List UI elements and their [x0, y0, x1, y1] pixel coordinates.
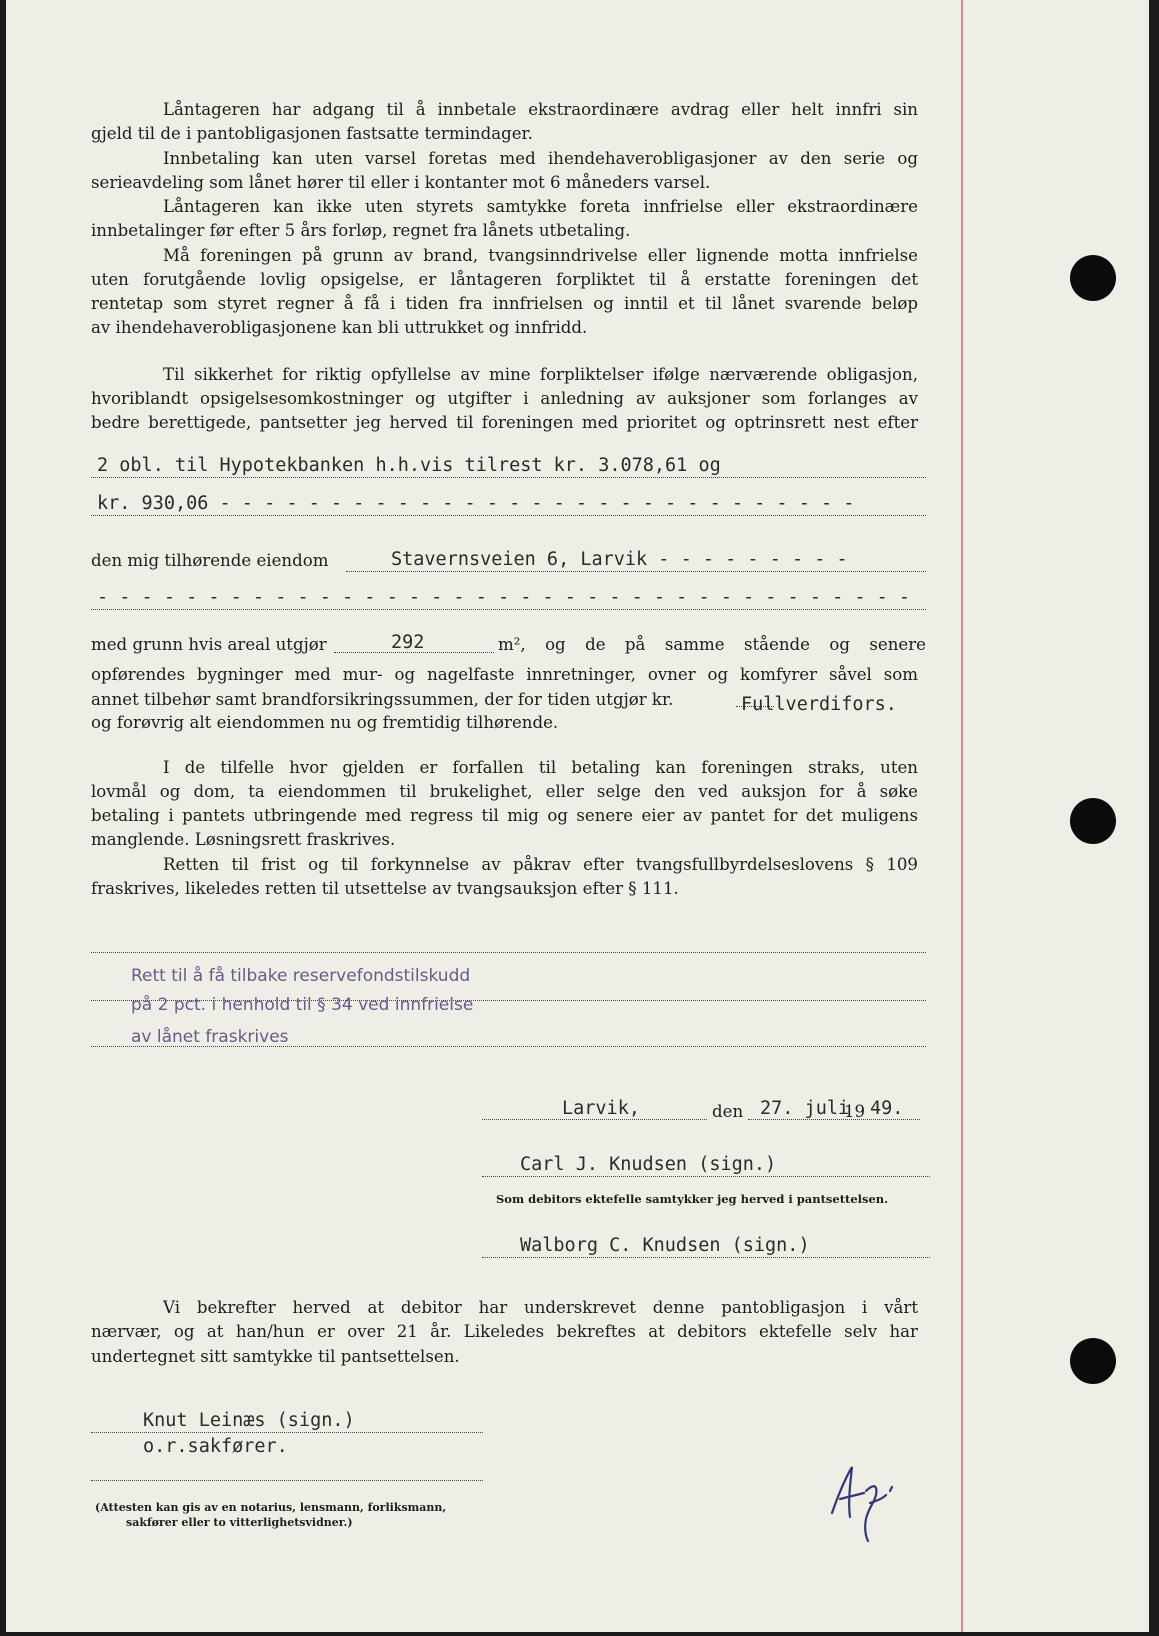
date-value: 27. juli	[760, 1098, 850, 1119]
insurance-value: Fullverdifors.	[741, 694, 897, 715]
dotted-rule	[482, 1257, 930, 1258]
dotted-rule	[91, 952, 926, 953]
default-paragraph-line: manglende. Løsningsrett fraskrives.	[91, 830, 396, 849]
waiver-paragraph-line: fraskrives, likeledes retten til utsettelse av tvangsauksjon efter § 111.	[91, 879, 679, 898]
spouse-signature: Walborg C. Knudsen (sign.)	[520, 1235, 810, 1256]
area-paragraph-line: og forøvrig alt eiendommen nu og fremtidig tilhørende.	[91, 713, 559, 732]
insurance-label: annet tilbehør samt brandforsikringssummen, der for tiden utgjør kr.	[91, 690, 674, 709]
dotted-rule	[91, 477, 926, 478]
spouse-signature-line	[482, 1228, 930, 1258]
prior-liens-text: kr. 930,06 - - - - - - - - - - - - - - - - - - - - - - - - - - - - -	[97, 493, 855, 514]
property-continuation: - - - - - - - - - - - - - - - - - - - - - - - - - - - - - - - - - - - - -	[97, 587, 911, 608]
attestation-line: undertegnet sitt samtykke til pantsettelsen.	[91, 1347, 460, 1366]
document-page	[6, 0, 1149, 1632]
default-paragraph-line: betaling i pantets utbringende med regress til mig og senere eier av pantet for det muligens	[91, 806, 918, 825]
property-label: den mig tilhørende eiendom	[91, 551, 329, 570]
area-value: 292	[391, 632, 425, 653]
punch-hole	[1070, 798, 1116, 844]
spouse-consent-text: Som debitors ektefelle samtykker jeg herved i pantsettelsen.	[496, 1192, 889, 1206]
attestation-line: Vi bekrefter herved at debitor har underskrevet denne pantobligasjon i vårt	[163, 1298, 918, 1317]
attestation-line: nærvær, og at han/hun er over 21 år. Likeledes bekreftes at debitors ektefelle selv har	[91, 1322, 918, 1341]
consent-paragraph-line: Låntageren kan ikke uten styrets samtykke foreta innfrielse eller ekstraordinære	[163, 197, 918, 216]
footnote-line: sakfører eller to vitterlighetsvidner.)	[126, 1516, 353, 1529]
fire-paragraph-line: Må foreningen på grunn av brand, tvangsinndrivelse eller lignende motta innfrielse	[163, 246, 918, 265]
dotted-rule	[91, 1480, 483, 1481]
security-paragraph-line: hvoriblandt opsigelsesomkostninger og utgifter i anledning av auksjoner som forlanges av	[91, 389, 918, 408]
repayment-paragraph-line: gjeld til de i pantobligasjonen fastsatte termindager.	[91, 124, 533, 143]
witness-line	[91, 1403, 483, 1433]
date-line	[482, 1093, 932, 1123]
dotted-rule	[346, 571, 926, 572]
witness-title: o.r.sakfører.	[143, 1436, 288, 1457]
property-address: Stavernsveien 6, Larvik - - - - - - - - -	[391, 549, 848, 570]
security-paragraph-line: Til sikkerhet for riktig opfyllelse av mine forpliktelser ifølge nærværende obligasjon,	[163, 365, 918, 384]
margin-line	[961, 0, 963, 1632]
dotted-rule	[482, 1119, 707, 1120]
debtor-signature: Carl J. Knudsen (sign.)	[520, 1154, 777, 1175]
prior-liens-line	[91, 486, 926, 516]
fire-paragraph-line: uten forutgående lovlig opsigelse, er låntageren forpliktet til å erstatte foreningen det	[91, 270, 918, 289]
witness-name: Knut Leinæs (sign.)	[143, 1410, 355, 1431]
dotted-rule	[482, 1176, 930, 1177]
waiver-paragraph-line: Retten til frist og til forkynnelse av påkrav efter tvangsfullbyrdelseslovens § 109	[163, 855, 918, 874]
consent-paragraph-line: innbetalinger før efter 5 års forløp, regnet fra lånets utbetaling.	[91, 221, 631, 240]
place: Larvik,	[562, 1098, 640, 1119]
prior-liens-line	[91, 448, 926, 478]
date-label: den	[712, 1102, 744, 1121]
property-line	[91, 580, 926, 610]
stamp-text-line: av lånet fraskrives	[131, 1027, 289, 1047]
punch-hole	[1070, 1338, 1116, 1384]
footnote-line: (Attesten kan gis av en notarius, lensmann, forliksmann,	[95, 1501, 447, 1514]
insurance-line	[91, 681, 961, 715]
fire-paragraph-line: av ihendehaverobligasjonene kan bli uttrukket og innfridd.	[91, 318, 588, 337]
stamp-text-line: Rett til å få tilbake reservefondstilskudd	[131, 966, 471, 986]
property-line	[91, 542, 926, 572]
dotted-rule	[748, 1119, 920, 1120]
default-paragraph-line: I de tilfelle hvor gjelden er forfallen til betaling kan foreningen straks, uten	[163, 758, 918, 777]
dotted-rule	[91, 609, 926, 610]
prepayment-paragraph-line: Innbetaling kan uten varsel foretas med ihendehaverobligasjoner av den serie og	[163, 149, 918, 168]
attestation-footnote	[95, 1500, 446, 1530]
stamp-text-line: på 2 pct. i henhold til § 34 ved innfrielse	[131, 995, 474, 1015]
area-line	[91, 626, 926, 656]
area-suffix: m², og de på samme stående og senere	[498, 635, 926, 654]
debtor-signature-line	[482, 1147, 930, 1177]
area-paragraph-line: opførendes bygninger med mur- og nagelfaste innretninger, ovner og komfyrer såvel som	[91, 665, 918, 684]
punch-hole	[1070, 255, 1116, 301]
prepayment-paragraph-line: serieavdeling som lånet hører til eller i kontanter mot 6 måneders varsel.	[91, 173, 711, 192]
fire-paragraph-line: rentetap som styret regner å få i tiden fra innfrielsen og inntil et til lånet svarende beløp	[91, 294, 918, 313]
year-prefix: 19	[844, 1102, 866, 1121]
security-paragraph-line: bedre berettigede, pantsetter jeg herved til foreningen med prioritet og optrinsrett nest efter	[91, 413, 918, 432]
area-label: med grunn hvis areal utgjør	[91, 635, 327, 654]
prior-liens-text: 2 obl. til Hypotekbanken h.h.vis tilrest kr. 3.078,61 og	[97, 455, 721, 476]
year-suffix: 49.	[870, 1098, 904, 1119]
repayment-paragraph-line: Låntageren har adgang til å innbetale ekstraordinære avdrag eller helt innfri sin	[163, 100, 918, 119]
dotted-rule	[91, 515, 926, 516]
dotted-rule	[91, 1432, 483, 1433]
handwritten-initials-icon	[820, 1455, 910, 1545]
default-paragraph-line: lovmål og dom, ta eiendommen til brukelighet, eller selge den ved auksjon for å søke	[91, 782, 918, 801]
